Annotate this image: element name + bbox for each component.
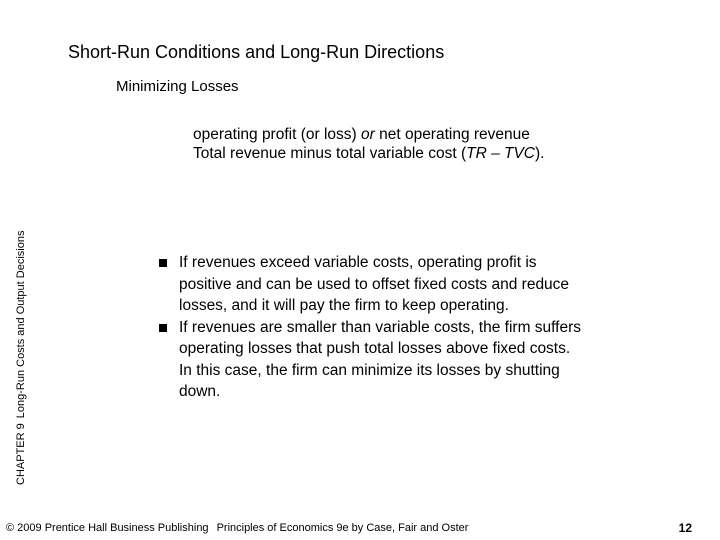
definition-connector: or: [356, 126, 380, 143]
definition-tail: ).: [535, 144, 545, 162]
definition-formula: TR – TVC: [466, 144, 536, 162]
list-item: [157, 252, 587, 317]
definition-body: Total revenue minus total variable cost (: [193, 144, 467, 162]
square-bullet-icon: [159, 259, 167, 267]
bullet-text: If revenues are smaller than variable costs, the firm suffers operating losses that push total losses above fixed costs. In this case, the firm can minimize its losses by shutting down.: [179, 318, 582, 400]
bullet-text: If revenues exceed variable costs, operating profit is positive and can be used to offset fixed costs and reduce losses, and it will pay the firm to keep operating.: [179, 254, 570, 314]
bullet-list: [157, 252, 587, 403]
square-bullet-icon: [159, 324, 167, 332]
slide-title: Short-Run Conditions and Long-Run Directions: [68, 42, 445, 62]
chapter-title: Long-Run Costs and Output Decisions: [15, 230, 27, 419]
list-item: [157, 317, 587, 403]
page-number: 12: [678, 521, 692, 535]
footer-book-title: Principles of Economics 9e by Case, Fair and Oster: [216, 522, 469, 534]
footer: [6, 522, 468, 534]
slide-subtitle: Minimizing Losses: [116, 78, 239, 95]
definition-term-2: net operating revenue: [379, 126, 530, 143]
footer-copyright: © 2009 Prentice Hall Business Publishing: [6, 522, 209, 534]
chapter-side-label: [15, 155, 27, 485]
chapter-number: CHAPTER 9: [15, 423, 27, 485]
definition-block: [193, 126, 553, 163]
definition-term-1: operating profit (or loss): [193, 126, 357, 143]
